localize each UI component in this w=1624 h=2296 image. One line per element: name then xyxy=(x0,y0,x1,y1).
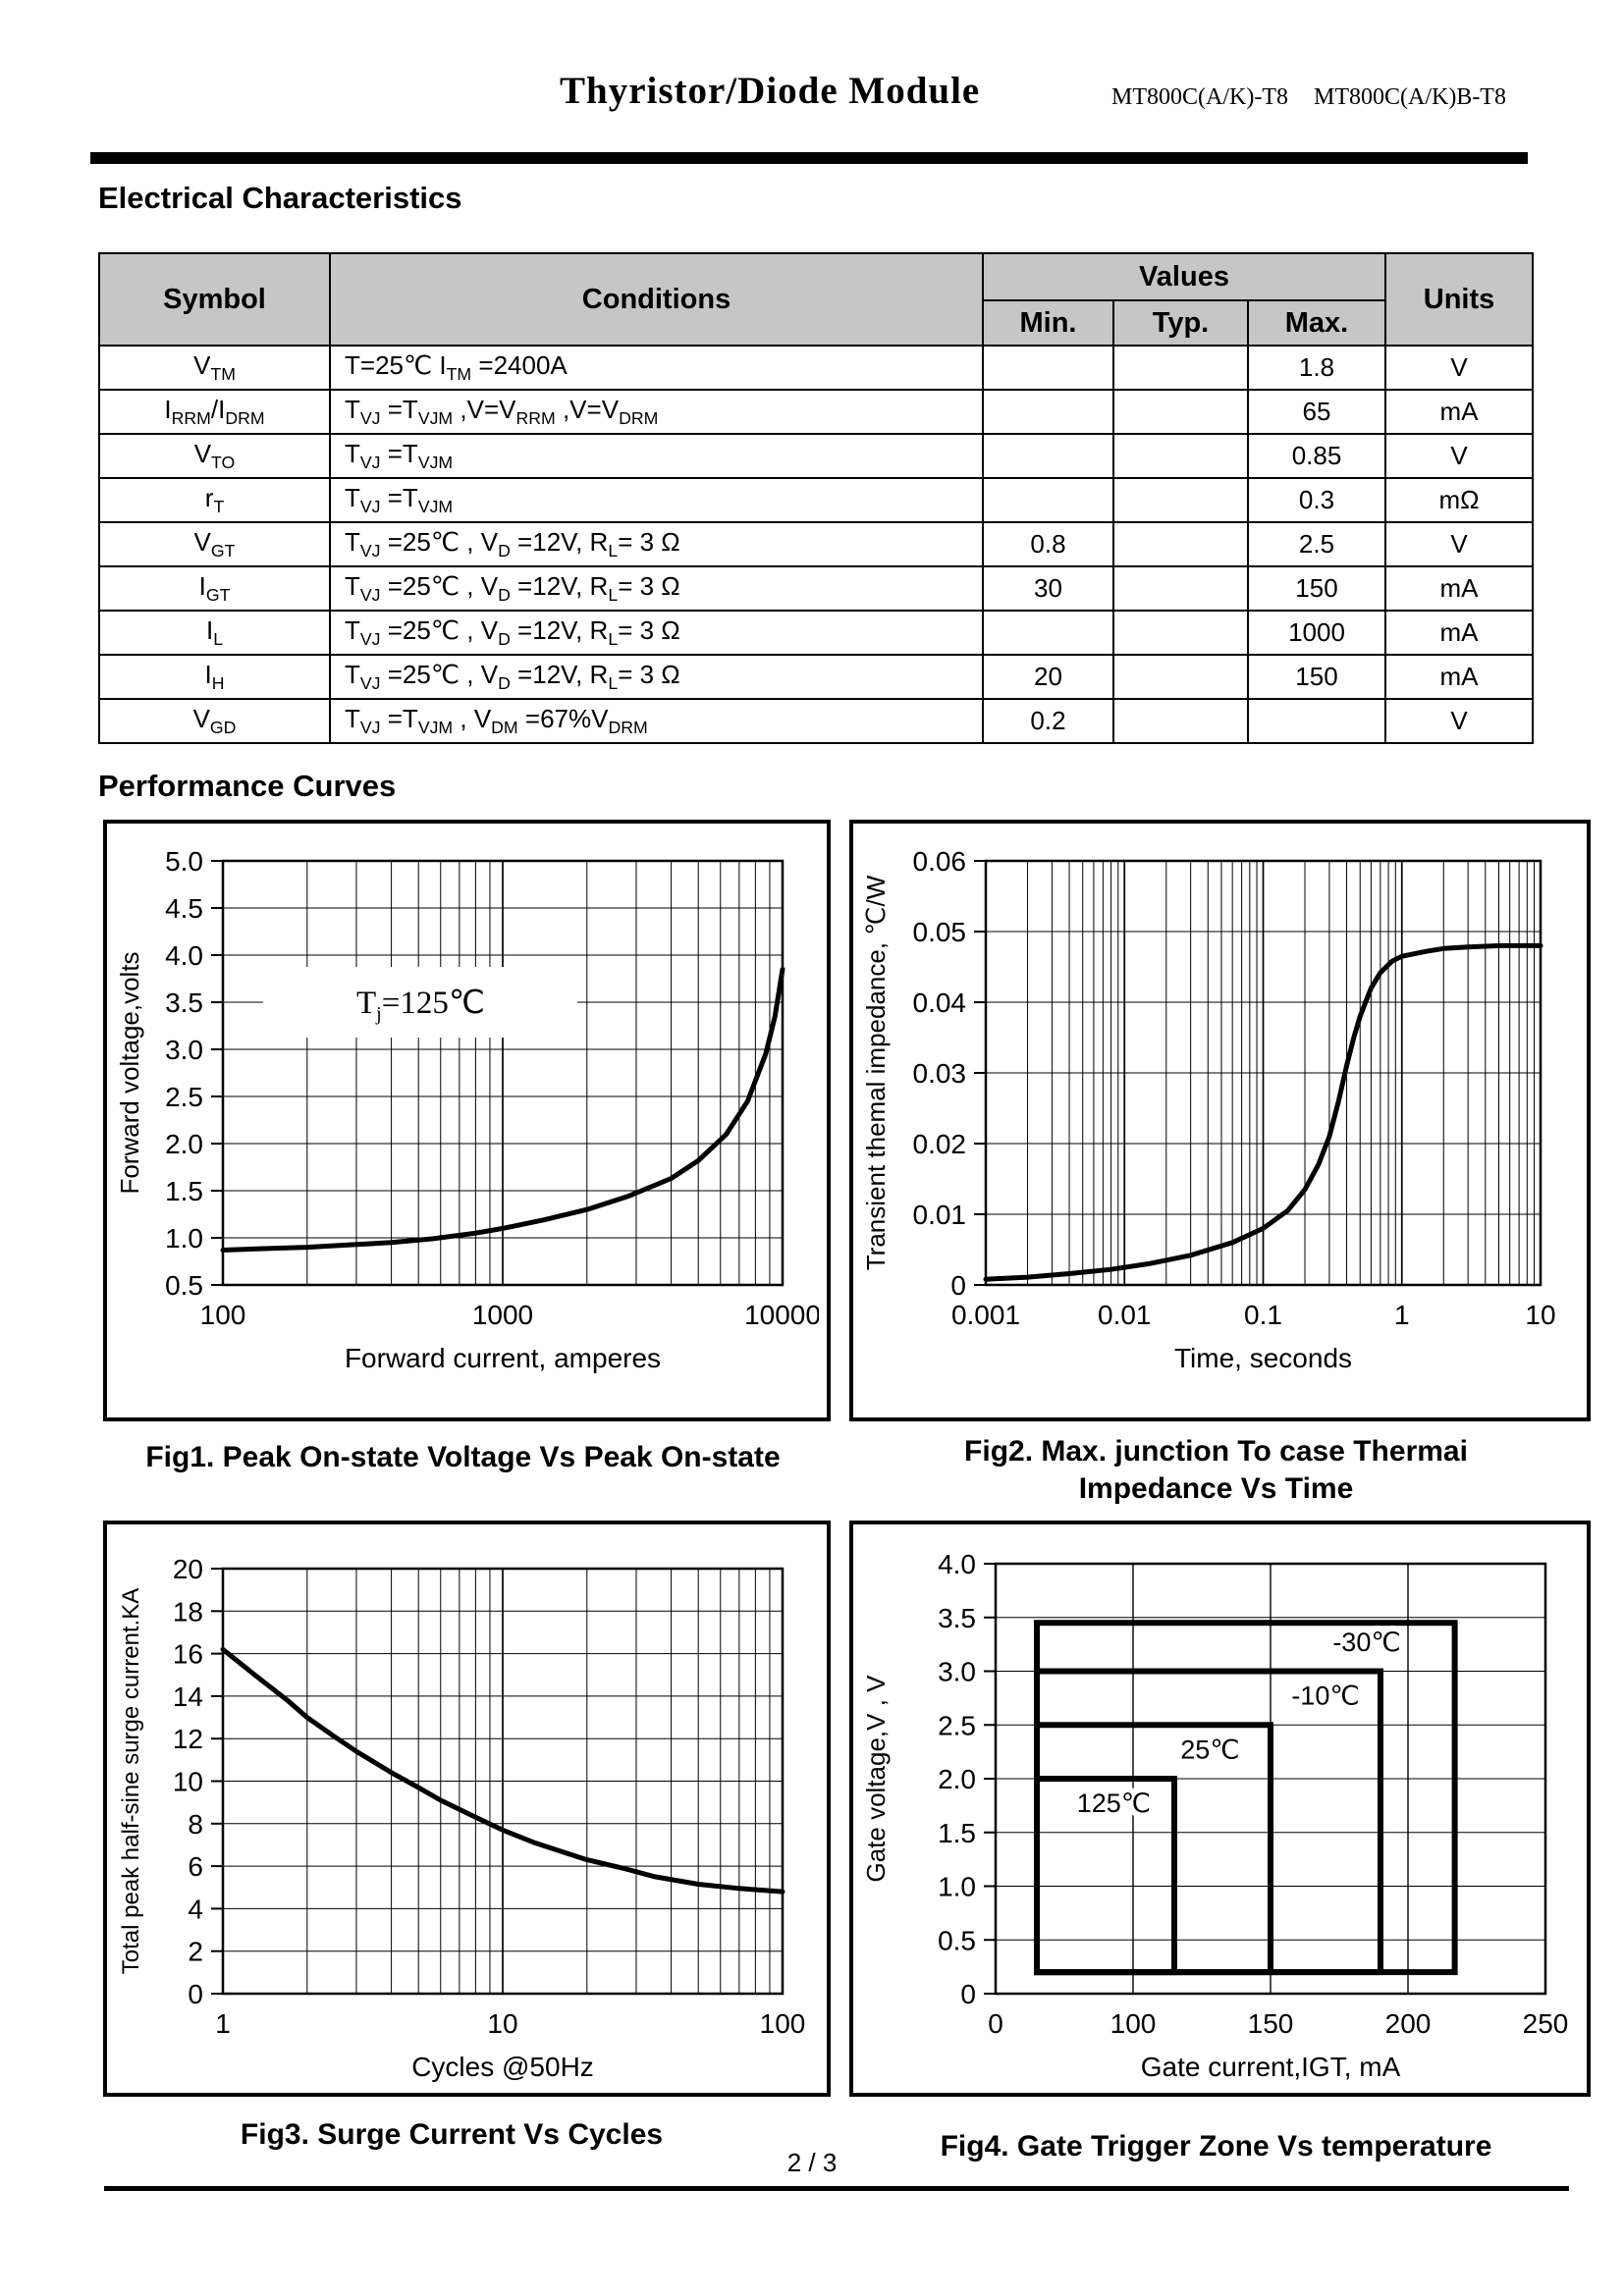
column-header-symbol: Symbol xyxy=(99,253,330,346)
section-heading-electrical: Electrical Characteristics xyxy=(98,181,462,215)
typ-cell xyxy=(1113,566,1248,611)
fig3-caption: Fig3. Surge Current Vs Cycles xyxy=(240,2118,664,2151)
column-header-values: Values xyxy=(983,253,1385,300)
typ-cell xyxy=(1113,655,1248,699)
y-tick-label: 0.5 xyxy=(165,1270,203,1301)
units-cell: V xyxy=(1385,522,1533,566)
max-cell: 150 xyxy=(1248,655,1385,699)
min-cell xyxy=(983,346,1113,390)
fig1-chart xyxy=(107,824,819,1410)
units-cell: mA xyxy=(1385,611,1533,655)
y-tick-label: 3.5 xyxy=(938,1602,976,1633)
document-title: Thyristor/Diode Module xyxy=(560,70,981,112)
typ-cell xyxy=(1113,346,1248,390)
y-tick-label: 3.5 xyxy=(165,988,203,1018)
fig4-chart-frame xyxy=(849,1521,1591,2097)
min-cell xyxy=(983,434,1113,478)
conditions-cell: $T_{VJ} =T_{VJM}$ xyxy=(330,434,983,478)
tj-annotation: $T_j=125℃$ xyxy=(355,986,485,1025)
y-tick-label: 0.01 xyxy=(912,1200,966,1230)
column-header-min: Min. xyxy=(983,300,1113,346)
y-tick-label: 0 xyxy=(188,1979,203,2009)
table-row xyxy=(99,699,1533,743)
y-tick-label: 0.06 xyxy=(912,846,966,877)
table-row xyxy=(99,346,1533,390)
y-tick-label: 14 xyxy=(172,1681,203,1712)
min-cell: 0.2 xyxy=(983,699,1113,743)
min-cell: 20 xyxy=(983,655,1113,699)
y-tick-label: 6 xyxy=(188,1851,203,1883)
y-tick-label: 16 xyxy=(172,1638,203,1670)
max-cell: 0.3 xyxy=(1248,478,1385,522)
symbol-cell: $V_{TM}$ xyxy=(99,346,330,390)
max-cell xyxy=(1248,699,1385,743)
x-tick-label: 0.1 xyxy=(1244,1300,1282,1330)
y-tick-label: 0 xyxy=(960,1979,976,2009)
table-row xyxy=(99,434,1533,478)
fig3-chart xyxy=(107,1524,819,2085)
x-tick-label: 10 xyxy=(487,2008,518,2039)
header-rule xyxy=(90,152,1528,164)
y-tick-label: 0.04 xyxy=(912,988,966,1018)
x-tick-label: 1 xyxy=(215,2008,231,2039)
y-tick-label: 0.05 xyxy=(912,917,966,947)
x-tick-label: 250 xyxy=(1522,2008,1569,2039)
max-cell: 150 xyxy=(1248,566,1385,611)
y-tick-label: 0 xyxy=(950,1270,966,1301)
symbol-cell: $V_{TO}$ xyxy=(99,434,330,478)
y-tick-label: 4.0 xyxy=(938,1549,976,1579)
model-number-2: MT800C(A/K)B-T8 xyxy=(1313,84,1506,110)
x-tick-label: 1000 xyxy=(471,1300,534,1330)
x-tick-label: 100 xyxy=(1110,2008,1157,2039)
trigger-zone-rect xyxy=(1037,1672,1380,1973)
y-tick-label: 0.02 xyxy=(912,1129,966,1159)
conditions-cell: $T_{VJ} =T_{VJM}$ $,V=V_{RRM}$ $,V=V_{DRM}$ xyxy=(330,390,983,434)
x-tick-label: 10 xyxy=(1525,1300,1556,1330)
x-tick-label: 100 xyxy=(759,2008,806,2039)
units-cell: mA xyxy=(1385,566,1533,611)
units-cell: V xyxy=(1385,434,1533,478)
x-axis-title: Time, seconds xyxy=(1173,1343,1353,1373)
symbol-cell: $I_{GT}$ xyxy=(99,566,330,611)
typ-cell xyxy=(1113,390,1248,434)
typ-cell xyxy=(1113,522,1248,566)
y-tick-label: 0.5 xyxy=(938,1925,976,1956)
conditions-cell: $T_{VJ}$ =25℃ , $V_D =12V$, $R_L= 3$ Ω xyxy=(330,655,983,699)
symbol-cell: $I_H$ xyxy=(99,655,330,699)
y-tick-label: 4 xyxy=(188,1894,203,1925)
max-cell: 1000 xyxy=(1248,611,1385,655)
fig2-caption: Fig2. Max. junction To case Thermai Impedance Vs Time xyxy=(964,1435,1468,1505)
y-axis-title: Gate voltage,V , V xyxy=(861,1675,891,1883)
symbol-cell: $I_L$ xyxy=(99,611,330,655)
x-tick-label: 10000 xyxy=(744,1300,819,1330)
table-row xyxy=(99,655,1533,699)
y-tick-label: 12 xyxy=(172,1724,203,1755)
min-cell: 30 xyxy=(983,566,1113,611)
y-tick-label: 1.0 xyxy=(165,1223,203,1254)
y-tick-label: 20 xyxy=(172,1554,203,1584)
column-header-typ: Typ. xyxy=(1113,300,1248,346)
y-tick-label: 1.5 xyxy=(165,1176,203,1206)
x-axis-title: Gate current,IGT, mA xyxy=(1140,2052,1401,2082)
section-heading-performance-curves: Performance Curves xyxy=(98,769,397,803)
x-tick-label: 100 xyxy=(199,1300,246,1330)
min-cell xyxy=(983,390,1113,434)
y-tick-label: 2.0 xyxy=(165,1129,203,1159)
y-tick-label: 18 xyxy=(172,1596,203,1628)
typ-cell xyxy=(1113,434,1248,478)
table-row xyxy=(99,390,1533,434)
y-tick-label: 8 xyxy=(188,1808,203,1840)
max-cell: 0.85 xyxy=(1248,434,1385,478)
x-tick-label: 200 xyxy=(1384,2008,1432,2039)
column-header-units: Units xyxy=(1385,253,1533,346)
fig1-caption: Fig1. Peak On-state Voltage Vs Peak On-state xyxy=(145,1441,781,1473)
model-numbers xyxy=(1111,84,1532,111)
zone-temperature-label: -10℃ xyxy=(1291,1681,1360,1711)
y-tick-label: 1.0 xyxy=(938,1871,976,1902)
y-tick-label: 0.03 xyxy=(912,1058,966,1089)
y-tick-label: 1.5 xyxy=(938,1817,976,1848)
conditions-cell: $T_{VJ}$ =25℃ , $V_D =12V$, $R_L= 3$ Ω xyxy=(330,611,983,655)
y-axis-title: Total peak half-sine surge current.KA xyxy=(118,1587,144,1975)
min-cell xyxy=(983,611,1113,655)
conditions-cell: $T_{VJ}$ =25℃ , $V_D =12V$, $R_L= 3$ Ω xyxy=(330,566,983,611)
units-cell: mA xyxy=(1385,655,1533,699)
x-tick-label: 0.001 xyxy=(950,1300,1021,1330)
units-cell: V xyxy=(1385,699,1533,743)
units-cell: mA xyxy=(1385,390,1533,434)
y-tick-label: 2.0 xyxy=(938,1764,976,1794)
fig2-chart xyxy=(853,824,1579,1410)
y-tick-label: 5.0 xyxy=(165,846,203,877)
electrical-characteristics-table xyxy=(98,252,1534,744)
max-cell: 1.8 xyxy=(1248,346,1385,390)
fig3-chart-frame xyxy=(103,1521,831,2097)
footer-rule xyxy=(104,2186,1569,2191)
min-cell xyxy=(983,478,1113,522)
y-tick-label: 3.0 xyxy=(165,1035,203,1065)
table-row xyxy=(99,566,1533,611)
fig4-chart xyxy=(853,1524,1579,2085)
typ-cell xyxy=(1113,611,1248,655)
table-row xyxy=(99,522,1533,566)
symbol-cell: $V_{GD}$ xyxy=(99,699,330,743)
units-cell: V xyxy=(1385,346,1533,390)
min-cell: 0.8 xyxy=(983,522,1113,566)
typ-cell xyxy=(1113,478,1248,522)
x-axis-title: Forward current, amperes xyxy=(344,1343,662,1373)
column-header-conditions: Conditions xyxy=(330,253,983,346)
y-tick-label: 4.0 xyxy=(165,940,203,971)
symbol-cell: $V_{GT}$ xyxy=(99,522,330,566)
fig4-caption: Fig4. Gate Trigger Zone Vs temperature xyxy=(940,2130,1492,2163)
y-tick-label: 3.0 xyxy=(938,1656,976,1687)
fig2-chart-frame xyxy=(849,820,1591,1421)
units-cell: mΩ xyxy=(1385,478,1533,522)
zone-temperature-label: -30℃ xyxy=(1332,1627,1401,1657)
conditions-cell: $T_{VJ} =T_{VJM}$ xyxy=(330,478,983,522)
y-tick-label: 2.5 xyxy=(938,1710,976,1741)
fig1-chart-frame xyxy=(103,820,831,1421)
y-axis-title: Transient themal impedance, ℃/W xyxy=(861,875,891,1271)
y-tick-label: 4.5 xyxy=(165,893,203,924)
max-cell: 2.5 xyxy=(1248,522,1385,566)
x-axis-title: Cycles @50Hz xyxy=(411,2052,594,2082)
model-number-1: MT800C(A/K)-T8 xyxy=(1111,84,1288,110)
symbol-cell: $I_{RRM}/I_{DRM}$ xyxy=(99,390,330,434)
column-header-max: Max. xyxy=(1248,300,1385,346)
table-row xyxy=(99,478,1533,522)
x-tick-label: 0.01 xyxy=(1098,1300,1152,1330)
x-tick-label: 0 xyxy=(988,2008,1003,2039)
zone-temperature-label: 25℃ xyxy=(1180,1735,1240,1765)
y-axis-title: Forward voltage,volts xyxy=(115,951,144,1195)
conditions-cell: $T_{VJ}$ =25℃ , $V_D =12V$, $R_L= 3$ Ω xyxy=(330,522,983,566)
y-tick-label: 2 xyxy=(188,1936,203,1967)
conditions-cell: T=25℃ $I_{TM} =2400A$ xyxy=(330,346,983,390)
y-tick-label: 10 xyxy=(172,1766,203,1797)
table-row xyxy=(99,611,1533,655)
zone-temperature-label: 125℃ xyxy=(1076,1789,1152,1819)
y-tick-label: 2.5 xyxy=(165,1082,203,1112)
page-number: 2 / 3 xyxy=(786,2148,838,2177)
conditions-cell: $T_{VJ} =T_{VJM}$ , $V_{DM} =67\%V_{DRM}$ xyxy=(330,699,983,743)
max-cell: 65 xyxy=(1248,390,1385,434)
typ-cell xyxy=(1113,699,1248,743)
x-tick-label: 1 xyxy=(1393,1300,1410,1330)
x-tick-label: 150 xyxy=(1247,2008,1294,2039)
symbol-cell: $r_T$ xyxy=(99,478,330,522)
